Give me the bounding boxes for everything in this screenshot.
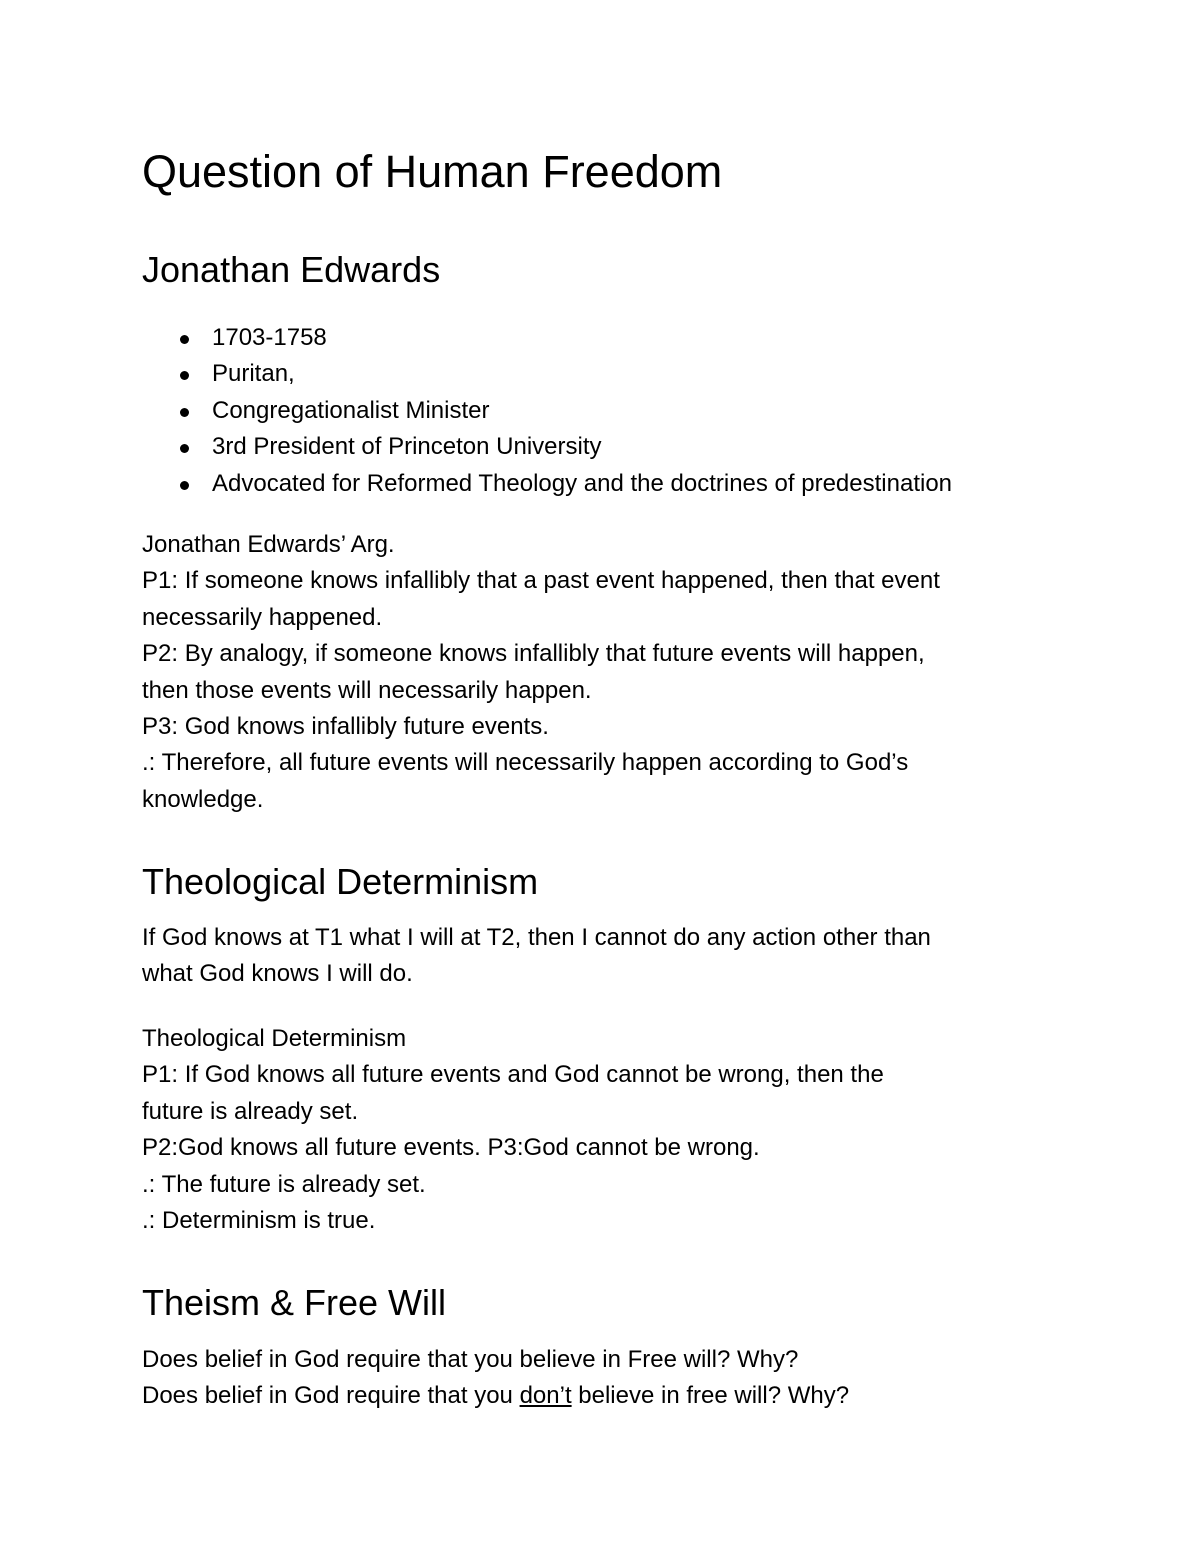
list-item: 1703-1758: [142, 320, 952, 356]
determinism-intro: [142, 920, 1082, 993]
question-1: Does belief in God require that you believe in Free will? Why?: [142, 1346, 799, 1373]
argument-line: P2: By analogy, if someone knows infallibly that future events will happen,: [142, 640, 925, 668]
argument-line: then those events will necessarily happen.: [142, 676, 592, 704]
argument-line: P1: If someone knows infallibly that a past event happened, then that event: [142, 567, 940, 595]
question-2: Does belief in God require that you don’t believe in free will? Why?: [142, 1382, 850, 1410]
argument-line: future is already set.: [142, 1097, 359, 1125]
bullet-icon: [180, 481, 189, 490]
document-title: Question of Human Freedom: [142, 146, 723, 197]
bullet-icon: [180, 335, 189, 344]
heading-jonathan-edwards: Jonathan Edwards: [142, 249, 441, 290]
argument-label: Jonathan Edwards’ Arg.: [142, 531, 395, 558]
argument-line: .: The future is already set.: [142, 1170, 426, 1198]
argument-line: P2:God knows all future events. P3:God cannot be wrong.: [142, 1134, 760, 1162]
paragraph-line: what God knows I will do.: [142, 960, 413, 988]
argument-line: .: Therefore, all future events will necessarily happen according to God’s: [142, 749, 909, 777]
argument-line: P1: If God knows all future events and God cannot be wrong, then the: [142, 1061, 884, 1089]
bullet-icon: [180, 371, 189, 380]
theism-questions: [142, 1342, 1082, 1415]
underlined-word: don’t: [519, 1382, 572, 1410]
bullet-icon: [180, 408, 189, 417]
argument-line: knowledge.: [142, 785, 264, 813]
list-item: Advocated for Reformed Theology and the doctrines of predestination: [142, 466, 952, 502]
edwards-argument: [142, 527, 1082, 818]
list-item: 3rd President of Princeton University: [142, 429, 952, 465]
bullet-icon: [180, 444, 189, 453]
edwards-bullet-list: [142, 320, 952, 502]
argument-line: .: Determinism is true.: [142, 1207, 376, 1235]
argument-label: Theological Determinism: [142, 1025, 407, 1052]
argument-line: P3: God knows infallibly future events.: [142, 713, 549, 741]
paragraph-line: If God knows at T1 what I will at T2, then I cannot do any action other than: [142, 924, 931, 951]
determinism-argument: [142, 1021, 1082, 1239]
list-item: Puritan,: [142, 356, 952, 392]
list-item: Congregationalist Minister: [142, 393, 952, 429]
heading-theism-free-will: Theism & Free Will: [142, 1282, 447, 1323]
argument-line: necessarily happened.: [142, 603, 383, 631]
heading-theological-determinism: Theological Determinism: [142, 861, 539, 902]
